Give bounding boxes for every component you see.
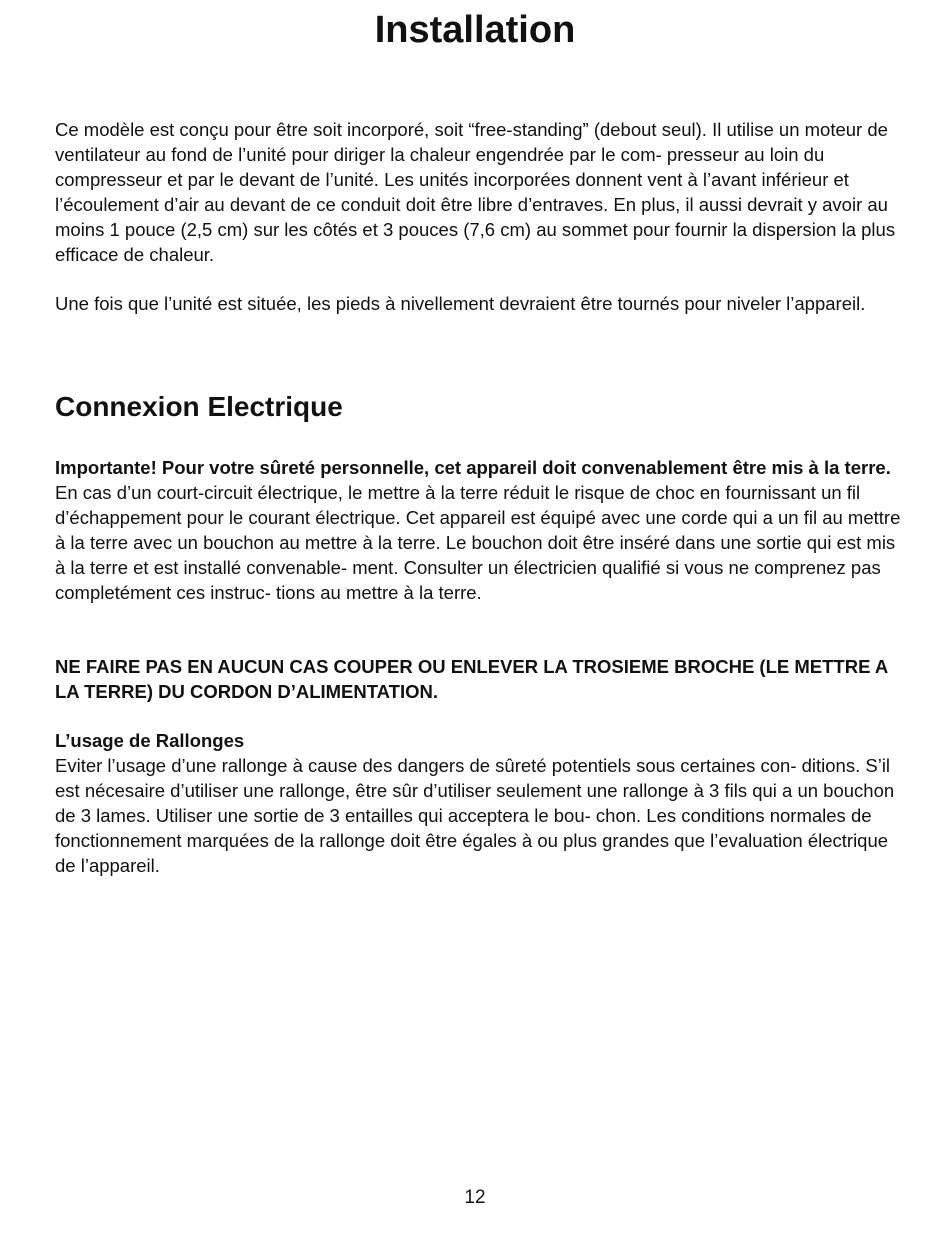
section-heading-electrical: Connexion Electrique [55,391,343,422]
extension-cord-paragraph: Eviter l’usage d’une rallonge à cause des dangers de sûreté potentiels sous certaines con- ditions. S’il est nécesaire d’utiliser une rallonge, être sûr d’utiliser seulement une rallonge à 3 fils qui a un bouchon de 3 lames. Utiliser une sortie de 3 entailles qui acceptera le bou- chon. Les conditions normales de fonctionnement marquées de la rallonge doit être égales à ou plus grandes que l’evaluation électrique de l’appareil. [55,755,895,876]
warning-notice: NE FAIRE PAS EN AUCUN CAS COUPER OU ENLEVER LA TROSIEME BROCHE (LE METTRE A LA TERRE) DU CORDON D’ALIMENTATION. [55,656,888,702]
extension-cord-subheading: L’usage de Rallonges [55,730,245,751]
page-number: 12 [464,1187,486,1208]
installation-paragraph-2: Une fois que l’unité est située, les pieds à nivellement devraient être tournés pour niveler l’appareil. [55,293,866,314]
electrical-body: En cas d’un court-circuit électrique, le mettre à la terre réduit le risque de choc en fournissant un fil d’échappement pour le courant électrique. Cet appareil est équipé avec une corde qui a un fil au mettre à la terre avec un bouchon au mettre à la terre. Le bouchon doit être inséré dans une sortie qui est mis à la terre et est installé convenable- ment. Consulter un électricien qualifié si vous ne comprenez pas completément ces instruc- tions au mettre à la terre. [55,482,901,603]
electrical-bold-lead: Importante! Pour votre sûreté personnelle, cet appareil doit convenablement être mis à la terre. [55,457,891,478]
page-title: Installation [374,9,576,51]
electrical-paragraph [55,455,910,605]
installation-paragraph-1: Ce modèle est conçu pour être soit incorporé, soit “free-standing” (debout seul). Il utilise un moteur de ventilateur au fond de l’unité pour diriger la chaleur engendrée par le com- presseur au loin du compresseur et par le devant de l’unité. Les unités incorporées donnent vent à l’avant inférieur et l’écoulement d’air au devant de ce conduit doit être libre d’entraves. En plus, il aussi devrait y avoir au moins 1 pouce (2,5 cm) sur les côtés et 3 pouces (7,6 cm) au sommet pour fournir la dispersion la plus efficace de chaleur. [55,119,896,265]
